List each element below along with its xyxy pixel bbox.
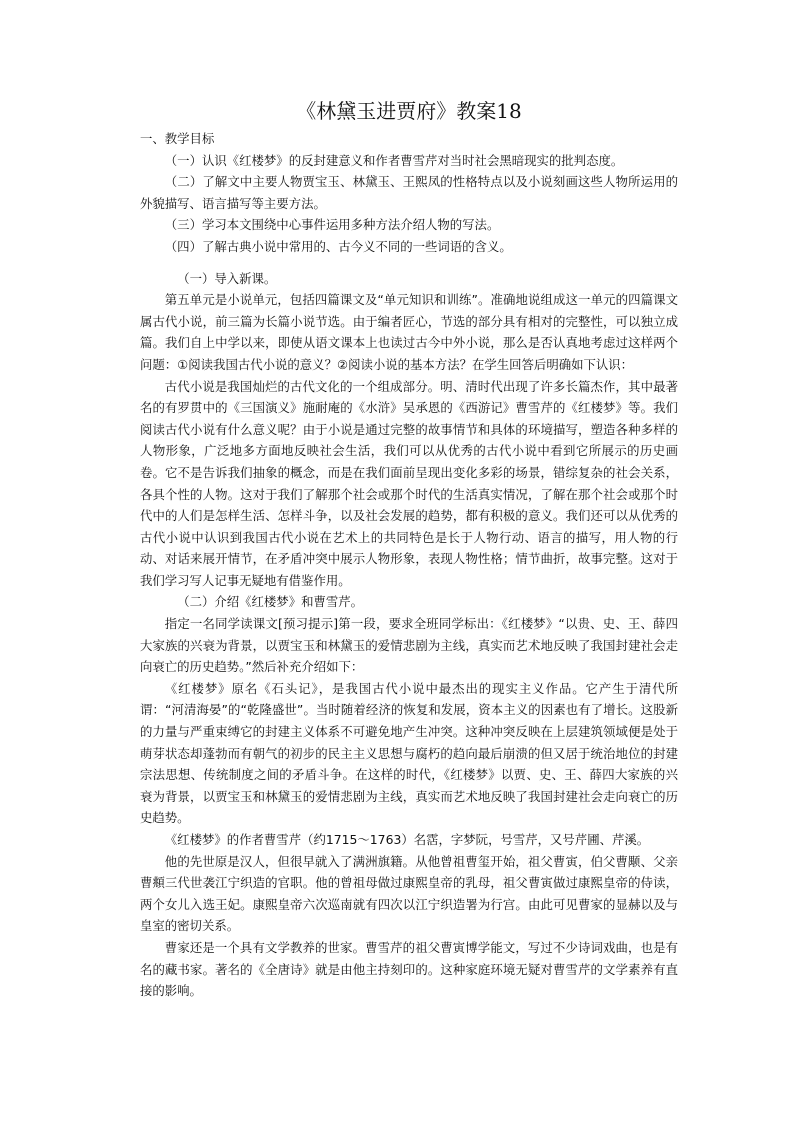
goal-item: （二）了解文中主要人物贾宝玉、林黛玉、王熙凤的性格特点以及小说刻画这些人物所运用的外貌描写、语言描写等主要方法。: [140, 174, 678, 211]
body-paragraph: 《红楼梦》的作者曹雪芹（约1715～1763）名霑，字梦阮，号雪芹，又号芹圃、芹溪。: [164, 832, 650, 847]
goals-heading: 一、教学目标: [140, 131, 215, 146]
body-paragraph: 曹家还是一个具有文学教养的世家。曹雪芹的祖父曹寅博学能文，写过不少诗词戏曲，也是有名的藏书家。著名的《全唐诗》就是由他主持刻印的。这种家庭环境无疑对曹雪芹的文学素养有直接的影响。: [140, 939, 678, 999]
body-paragraph: 《红楼梦》原名《石头记》，是我国古代小说中最杰出的现实主义作品。它产生于清代所谓：“河清海晏”的“乾隆盛世”。当时随着经济的恢复和发展，资本主义的因素也有了增长。这股新的力量与严重束缚它的封建主义体系不可避免地产生冲突。这种冲突反映在上层建筑领域便是处于萌芽状态却蓬勃而有朝气的初步的民主主义思想与腐朽的趋向最后崩溃的但又居于统治地位的封建宗法思想、传统制度之间的矛盾斗争。在这样的时代，《红楼梦》以贾、史、王、薛四大家族的兴衰为背景，以贾宝玉和林黛玉的爱情悲剧为主线，真实而艺术地反映了我国封建社会走向衰亡的历史趋势。: [140, 680, 678, 826]
goal-item: （一）认识《红楼梦》的反封建意义和作者曹雪芹对当时社会黑暗现实的批判态度。: [164, 152, 624, 168]
body-paragraph: 他的先世原是汉人，但很早就入了满洲旗籍。从他曾祖曹玺开始，祖父曹寅，伯父曹颙、父亲曹頫三代世袭江宁织造的官职。他的曾祖母做过康熙皇帝的乳母，祖父曹寅做过康熙皇帝的侍读，两个女儿入选王妃。康熙皇帝六次巡南就有四次以江宁织造署为行宫。由此可见曹家的显赫以及与皇室的密切关系。: [140, 853, 678, 934]
body-paragraph: 古代小说是我国灿烂的古代文化的一个组成部分。明、清时代出现了许多长篇杰作，其中最著名的有罗贯中的《三国演义》施耐庵的《水浒》吴承恩的《西游记》曹雪芹的《红楼梦》等。我们阅读古代小说有什么意义呢？由于小说是通过完整的故事情节和具体的环境描写，塑造各种多样的人物形象，广泛地多方面地反映社会生活，我们可以从优秀的古代小说中看到它所展示的历史画卷。它不是告诉我们抽象的概念，而是在我们面前呈现出变化多彩的场景，错综复杂的社会关系，各具个性的人物。这对于我们了解那个社会或那个时代的生活真实情况，了解在那个社会或那个时代中的人们是怎样生活、怎样斗争，以及社会发展的趋势，都有积极的意义。我们还可以从优秀的古代小说中认识到我国古代小说在艺术上的共同特色是长于人物行动、语言的描写，用人物的行动、对话来展开情节，在矛盾冲突中展示人物形象，表现人物性格；情节曲折，故事完整。这对于我们学习写人记事无疑地有借鉴作用。: [140, 378, 678, 588]
section-gap: [140, 258, 678, 268]
hlm-heading: （二）介绍《红楼梦》和曹雪芹。: [177, 594, 364, 610]
document-body: [140, 96, 678, 1002]
goal-item: （四）了解古典小说中常用的、古今义不同的一些词语的含义。: [164, 238, 512, 254]
body-paragraph: 第五单元是小说单元，包括四篇课文及“单元知识和训练”。准确地说组成这一单元的四篇课文属古代小说，前三篇为长篇小说节选。由于编者匠心，节选的部分具有相对的完整性，可以独立成篇。我们自上中学以来，即使从语文课本上也读过古今中外小说，那么是否认真地考虑过这样两个问题：①阅读我国古代小说的意义？②阅读小说的基本方法？在学生回答后明确如下认识：: [140, 292, 678, 372]
document-title: 《林黛玉进贾府》教案18: [296, 99, 522, 123]
body-paragraph: 指定一名同学读课文[预习提示]第一段，要求全班同学标出：《红楼梦》“以贵、史、王、薛四大家族的兴衰为背景，以贾宝玉和林黛玉的爱情悲剧为主线，真实而艺术地反映了我国封建社会走向衰亡的历史趋势。”然后补充介绍如下：: [140, 616, 678, 675]
goal-item: （三）学习本文围绕中心事件运用多种方法介绍人物的写法。: [164, 217, 500, 233]
intro-heading: （一）导入新课。: [177, 270, 277, 286]
